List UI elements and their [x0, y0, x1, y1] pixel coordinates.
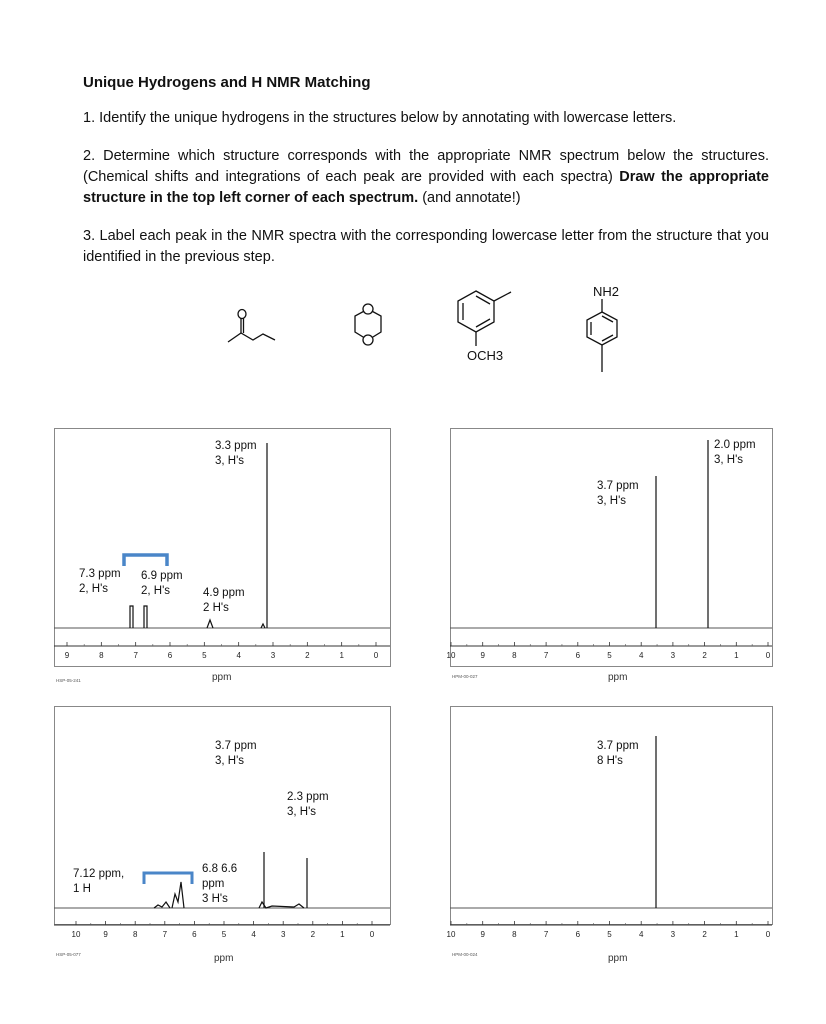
spectrum-4-svg — [446, 706, 790, 966]
spectrum-code: HSP-05-241 — [56, 678, 81, 683]
spectrum-1 — [54, 428, 394, 688]
axis-tick-label: 10 — [446, 651, 456, 660]
annotation-2-l2: 2, H's — [79, 583, 109, 595]
axis-tick-label: 2 — [702, 930, 707, 939]
spectrum-code: HPM-00-027 — [452, 674, 478, 679]
spectrum-3 — [54, 706, 394, 966]
axis-tick-label: 9 — [480, 651, 485, 660]
structures-svg — [0, 278, 826, 378]
och3-label: OCH3 — [467, 348, 504, 363]
annotation-4-l1: 4.9 ppm — [203, 587, 245, 599]
axis-tick-label: 2 — [702, 651, 707, 660]
axis-tick-label: 6 — [575, 651, 581, 660]
axis-tick-label: 3 — [270, 651, 276, 660]
spectrum-2-svg — [446, 428, 790, 688]
structure-methylanisole — [458, 291, 511, 346]
peak-7.12 — [172, 882, 184, 908]
peak-7.3 — [130, 606, 133, 628]
axis-tick-label: 9 — [64, 651, 70, 660]
spectrum-2 — [446, 428, 790, 688]
structure-ester — [228, 310, 275, 343]
axis-tick-label: 6 — [167, 651, 173, 660]
annotation-1-l2: 3, H's — [215, 755, 245, 767]
axis-tick-label: 4 — [638, 930, 644, 939]
axis-tick-label: 2 — [310, 930, 316, 939]
spectrum-code: HPM-00-024 — [452, 952, 478, 957]
spectrum-3-svg — [54, 706, 394, 966]
annotation-1-l1: 3.3 ppm — [215, 440, 257, 452]
nh2-label: NH2 — [593, 284, 620, 299]
axis-tick-label: 6 — [192, 930, 197, 939]
axis-tick-label: 0 — [373, 651, 379, 660]
page-title: Unique Hydrogens and H NMR Matching — [83, 74, 371, 91]
axis-tick-label: 6 — [575, 930, 581, 939]
axis-tick-label: 5 — [221, 930, 227, 939]
annotation-2-l1: 3.7 ppm — [597, 480, 639, 492]
axis-tick-label: 8 — [512, 651, 517, 660]
axis-tick-label: 0 — [765, 930, 771, 939]
step-2-bold: Draw the appropriate structure in the top left corner of each spectrum. — [83, 169, 769, 206]
axis-tick-label: 3 — [670, 930, 676, 939]
peak-6.9 — [144, 606, 147, 628]
step-2-text: 2. Determine which structure corresponds with the appropriate NMR spectrum below the structures. (Chemical shifts and integrations of each peak are provided with each spectra) — [83, 148, 769, 185]
instruction-step-1: 1. Identify the unique hydrogens in the structures below by annotating with lowercase letters. — [83, 110, 677, 126]
annotation-2-l1: 2.3 ppm — [287, 791, 329, 803]
axis-tick-label: 3 — [670, 651, 676, 660]
annotation-1-l1: 2.0 ppm — [714, 439, 756, 451]
peak-small — [261, 624, 265, 628]
structure-toluidine — [587, 299, 617, 372]
axis-tick-label: 7 — [133, 651, 138, 660]
ppm-label: ppm — [608, 672, 628, 683]
axis-tick-label: 2 — [305, 651, 310, 660]
instruction-step-3: 3. Label each peak in the NMR spectra with the corresponding lowercase letter from the structure that you identified in the previous step. — [83, 228, 769, 265]
annotation-3-l2: 1 H — [73, 883, 91, 895]
axis-tick-label: 0 — [369, 930, 375, 939]
spectrum-code: HSP-05-077 — [56, 952, 81, 957]
annotation-4-l2: ppm — [202, 878, 225, 890]
annotation-2-l2: 3, H's — [597, 495, 627, 507]
axis-tick-label: 8 — [512, 930, 517, 939]
annotation-2-l1: 7.3 ppm — [79, 568, 121, 580]
axis-tick-label: 10 — [71, 930, 81, 939]
axis-tick-label: 5 — [607, 930, 612, 939]
annotation-4-l2: 2 H's — [203, 602, 229, 614]
annotation-1-l2: 3, H's — [714, 454, 744, 466]
annotation-2-l2: 3, H's — [287, 806, 317, 818]
axis-tick-label: 1 — [734, 651, 739, 660]
annotation-3-l2: 2, H's — [141, 585, 171, 597]
instruction-step-2 — [83, 146, 769, 209]
axis-tick-label: 9 — [103, 930, 108, 939]
annotation-1-l2: 8 H's — [597, 755, 623, 767]
annotation-3-l1: 7.12 ppm, — [73, 868, 125, 880]
annotation-1-l2: 3, H's — [215, 455, 245, 467]
bracket — [144, 873, 192, 884]
structure-dioxane — [355, 304, 381, 345]
annotation-1-l1: 3.7 ppm — [215, 740, 257, 752]
axis-tick-label: 10 — [446, 930, 456, 939]
peak-6.8-6.6 — [154, 902, 170, 908]
ppm-label: ppm — [212, 672, 232, 683]
chemical-structures — [0, 278, 826, 378]
bracket — [124, 555, 167, 566]
axis-tick-label: 9 — [480, 930, 485, 939]
axis-tick-label: 1 — [339, 651, 344, 660]
ppm-label: ppm — [214, 953, 234, 964]
axis-tick-label: 5 — [607, 651, 612, 660]
axis-tick-label: 5 — [202, 651, 207, 660]
axis-tick-label: 0 — [765, 651, 771, 660]
axis-tick-label: 7 — [543, 930, 549, 939]
axis-tick-label: 7 — [543, 651, 549, 660]
axis-tick-label: 4 — [236, 651, 241, 660]
axis-tick-label: 7 — [162, 930, 168, 939]
peak-4.9 — [207, 620, 213, 628]
axis-tick-label: 4 — [251, 930, 256, 939]
annotation-4-l1: 6.8 6.6 — [202, 863, 238, 875]
spectrum-1-svg — [54, 428, 394, 688]
axis-tick-label: 1 — [734, 930, 739, 939]
ppm-label: ppm — [608, 953, 628, 964]
axis-tick-label: 3 — [280, 930, 286, 939]
axis-tick-label: 8 — [99, 651, 104, 660]
annotation-3-l1: 6.9 ppm — [141, 570, 183, 582]
step-2-tail: (and annotate!) — [418, 190, 521, 206]
axis-tick-label: 8 — [132, 930, 138, 939]
axis-tick-label: 1 — [340, 930, 345, 939]
baseline-noise — [259, 902, 304, 908]
annotation-4-l3: 3 H's — [202, 893, 228, 905]
spectrum-4 — [446, 706, 790, 966]
axis-tick-label: 4 — [638, 651, 644, 660]
annotation-1-l1: 3.7 ppm — [597, 740, 639, 752]
